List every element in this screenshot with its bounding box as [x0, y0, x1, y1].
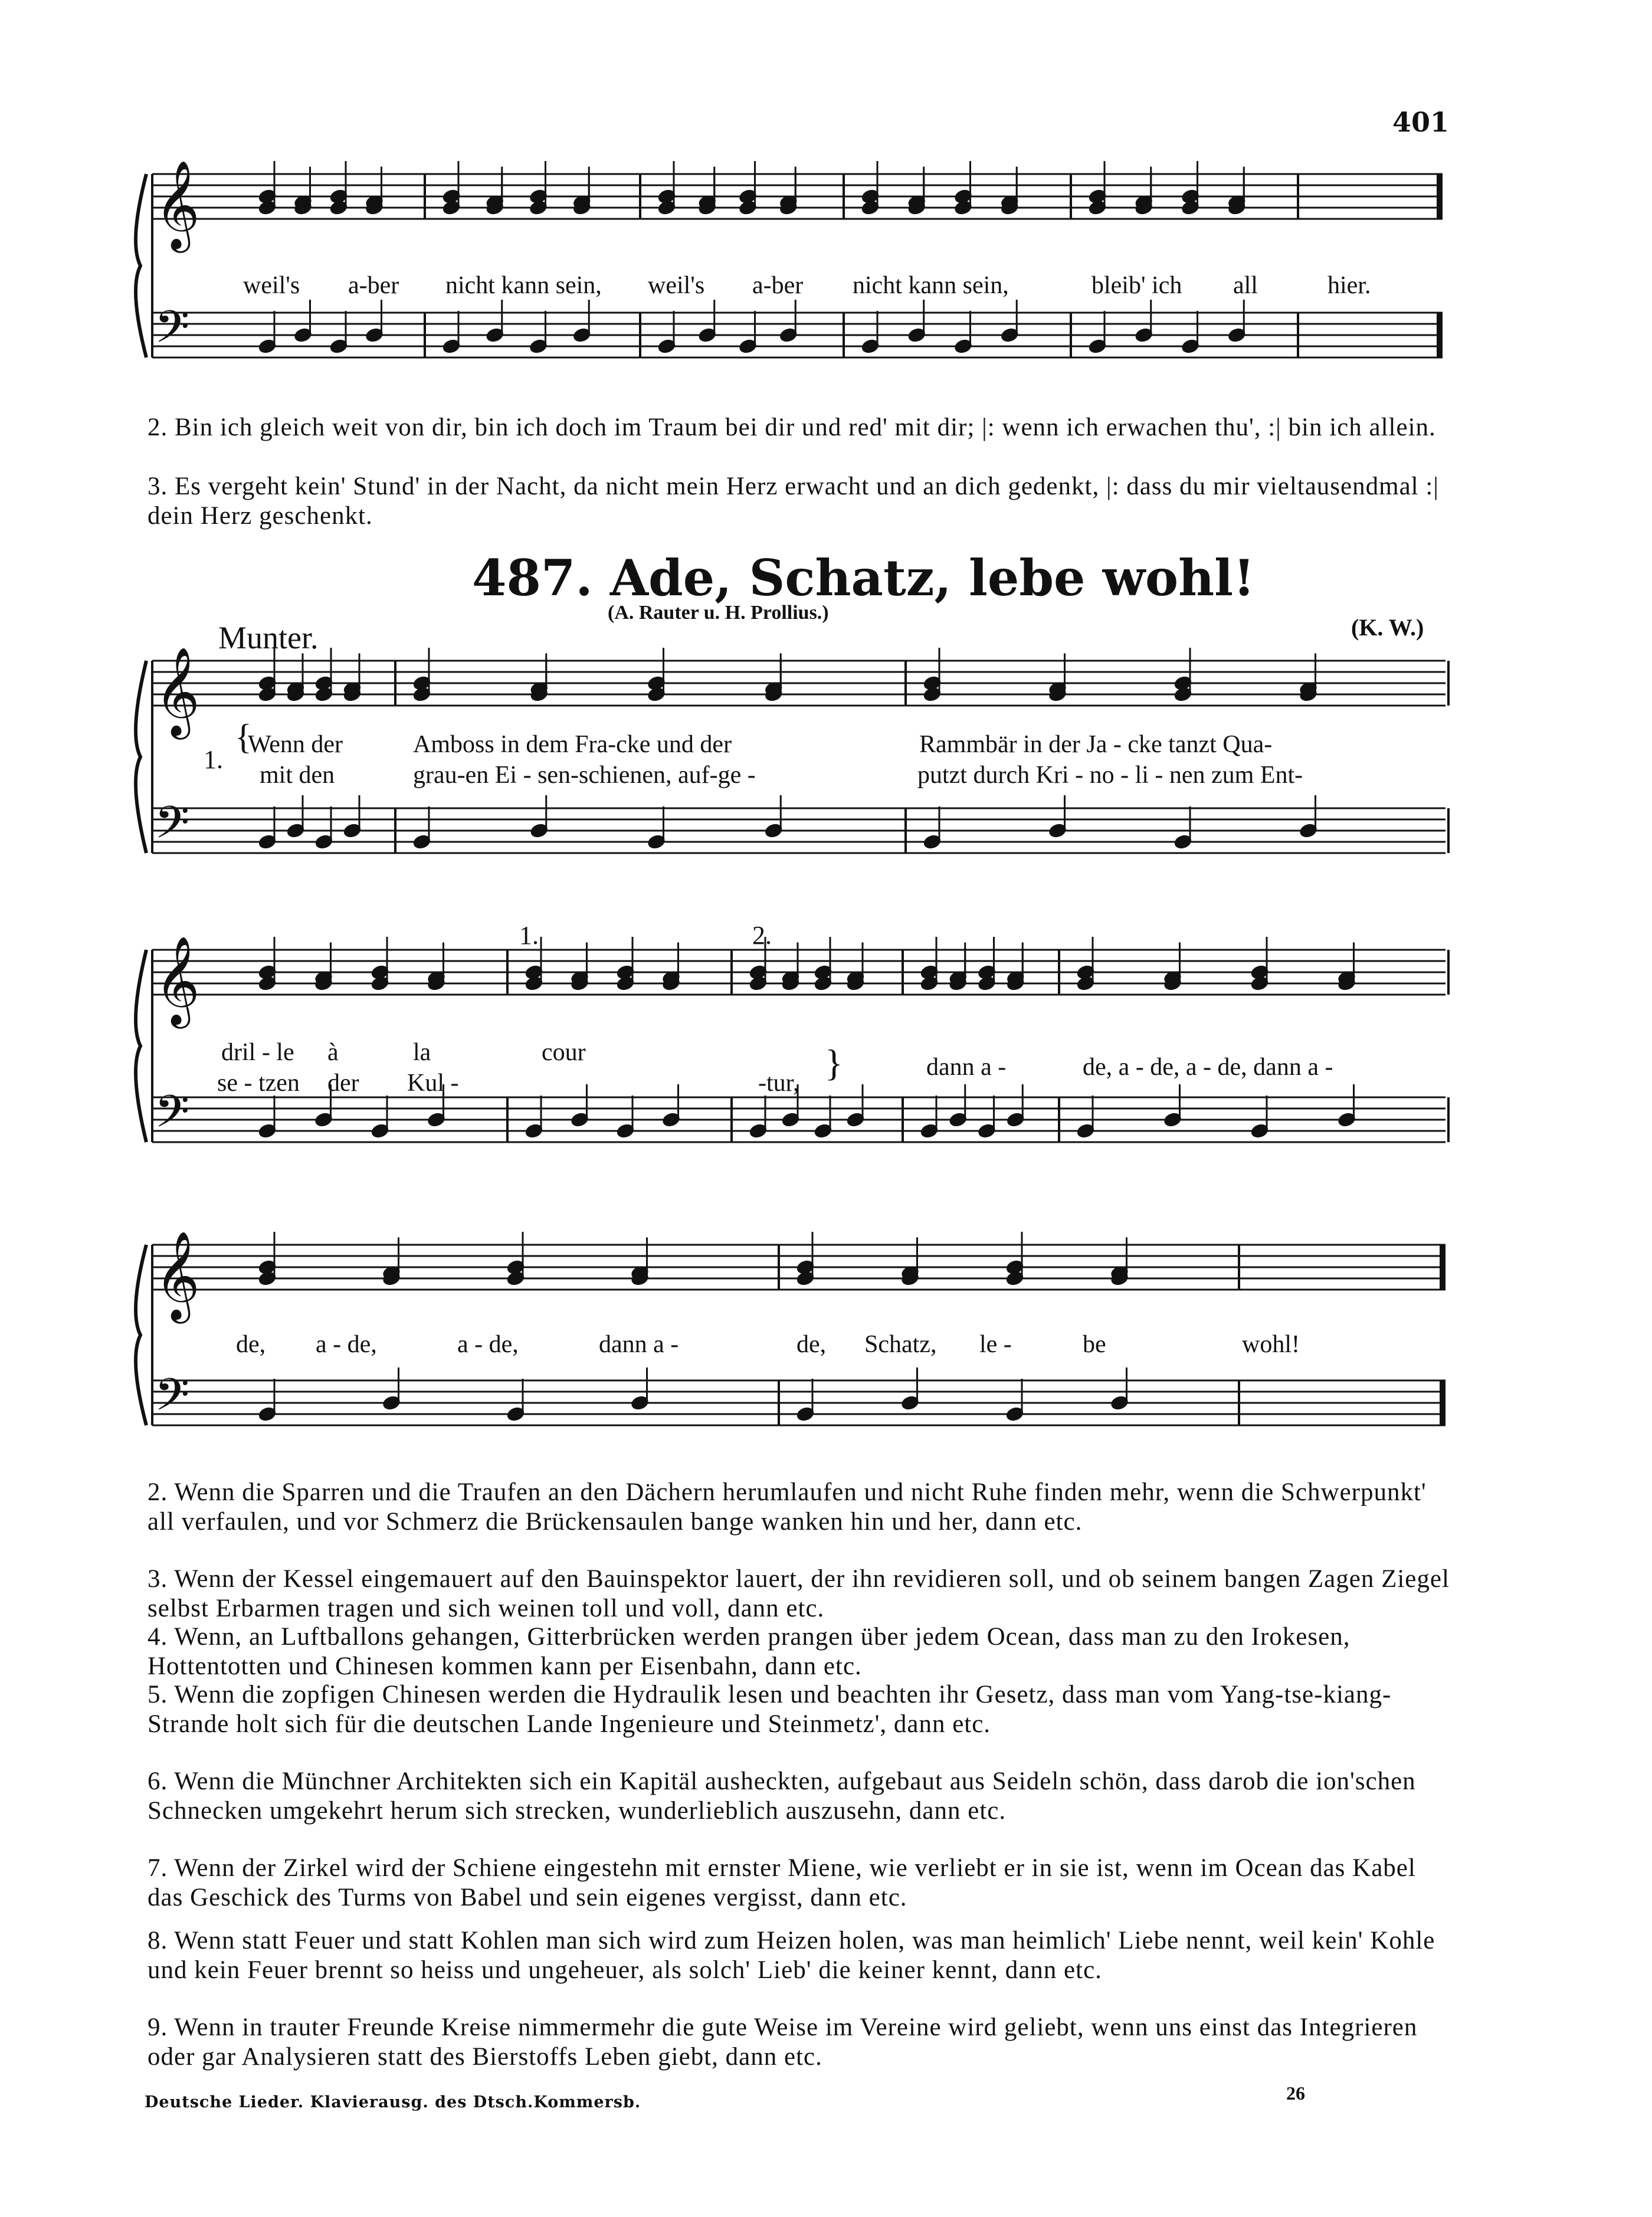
top-lyric-7: bleib' ich [1092, 272, 1182, 299]
stanza-number: 1. [204, 745, 223, 774]
s3-lyric-8: be [1083, 1331, 1106, 1358]
system-brace [136, 950, 146, 1142]
top-lyric-6: nicht kann sein, [853, 272, 1009, 299]
verse-8: 8. Wenn statt Feuer und statt Kohlen man sich wird zum Heizen holen, was man heimlich' Liebe nennt, weil kein' Kohle und kein Feuer brennt so heiss und ungeheuer, als solch' Lieb' die keiner kennt, dann etc. [148, 1927, 1435, 1984]
bass-clef: 𝄢 [155, 1085, 190, 1149]
tempo-marking: Munter. [218, 620, 319, 655]
s1-l2-a: mit den [260, 762, 335, 789]
s1-l1-a: Wenn der [248, 731, 343, 758]
top-lyric-1: weil's [243, 272, 300, 299]
bass-clef: 𝄢 [155, 301, 190, 364]
footer-note: Deutsche Lieder. Klavierausg. des Dtsch.Kommersb. [145, 2093, 641, 2111]
s2-l1-f: de, a - de, a - de, dann a - [1083, 1054, 1333, 1081]
brace-glyph: { [235, 717, 252, 756]
bass-clef: 𝄢 [155, 796, 190, 860]
song-source: (K. W.) [1351, 614, 1424, 641]
s1-l2-b: grau-en Ei - sen-schienen, auf-ge - [413, 762, 756, 789]
close-brace-glyph: } [825, 1042, 843, 1084]
song-credit: (A. Rauter u. H. Prollius.) [608, 602, 829, 624]
s1-l1-b: Amboss in dem Fra-cke und der [413, 731, 732, 758]
s3-lyric-1: de, [236, 1331, 266, 1358]
sheet-number: 26 [1286, 2082, 1305, 2104]
prev-verse-3: 3. Es vergeht kein' Stund' in der Nacht, da nicht mein Herz erwacht und an dich gedenkt, |: dass du mir vieltausendmal :| dein Herz geschenkt. [148, 473, 1439, 530]
s3-lyric-6: Schatz, [864, 1331, 937, 1358]
top-lyric-4: weil's [648, 272, 705, 299]
prev-verse-2: 2. Bin ich gleich weit von dir, bin ich doch im Traum bei dir und red' mit dir; |: wenn ich erwachen thu', :| bin ich allein. [148, 414, 1436, 441]
s2-l1-c: la [413, 1039, 431, 1066]
final-barline [1437, 174, 1443, 219]
verse-7: 7. Wenn der Zirkel wird der Schiene eingestehn mit ernster Miene, wie verliebt er in sie ist, wenn im Ocean das Kabel das Geschick des Turms von Babel und sein eigenes vergisst, dann etc. [148, 1854, 1416, 1911]
s3-lyric-7: le - [979, 1331, 1012, 1358]
verse-2: 2. Wenn die Sparren und die Traufen an den Dächern herumlaufen und nicht Ruhe finden mehr, wenn die Schwerpunkt' all verfaulen, und vor Schmerz die Brückensaulen bange wanken hin und her, dann etc. [148, 1478, 1427, 1536]
s1-l1-c: Rammbär in der Ja - cke tanzt Qua- [919, 731, 1273, 758]
song-title: 487. Ade, Schatz, lebe wohl! [472, 549, 1255, 607]
system-brace [136, 1245, 146, 1425]
final-barline [1440, 1245, 1446, 1290]
system-brace [136, 174, 146, 358]
s3-lyric-5: de, [796, 1331, 827, 1358]
top-lyric-5: a-ber [752, 272, 804, 299]
final-barline [1437, 313, 1443, 358]
volta-2-label: 2. [752, 921, 772, 950]
s2-l2-d: -tur, [758, 1070, 799, 1097]
system-brace [136, 661, 146, 853]
final-barline [1440, 1380, 1446, 1425]
s3-lyric-2: a - de, [316, 1331, 377, 1358]
top-lyric-9: hier. [1328, 272, 1371, 299]
verse-5: 5. Wenn die zopfigen Chinesen werden die Hydraulik lesen und beachten ihr Gesetz, dass man vom Yang-tse-kiang-Strande holt sich für die deutschen Lande Ingenieure und Steinmetz', dann etc. [148, 1681, 1392, 1738]
bass-clef: 𝄢 [155, 1369, 190, 1432]
volta-1-label: 1. [519, 921, 539, 950]
s2-l2-c: Kul - [407, 1070, 459, 1097]
s3-lyric-4: dann a - [599, 1331, 679, 1358]
treble-clef: 𝄞 [155, 935, 200, 1025]
verse-4: 4. Wenn, an Luftballons gehangen, Gitterbrücken werden prangen über jedem Ocean, dass man zu den Irokesen, Hottentotten und Chinesen kommen kann per Eisenbahn, dann etc. [148, 1623, 1351, 1680]
top-lyric-2: a-ber [348, 272, 399, 299]
verse-3: 3. Wenn der Kessel eingemauert auf den Bauinspektor lauert, der ihn revidieren soll, und ob seinem bangen Zagen Ziegel selbst Erbarmen tragen und sich weinen toll und voll, dann etc. [148, 1565, 1450, 1622]
treble-clef: 𝄞 [155, 159, 200, 249]
s2-l1-e: dann a - [926, 1054, 1007, 1081]
treble-clef: 𝄞 [155, 646, 200, 736]
s2-l1-a: dril - le [221, 1039, 294, 1066]
verse-6: 6. Wenn die Münchner Architekten sich ein Kapitäl ausheckten, aufgebaut aus Seideln schön, dass darob die ion'schen Schnecken umgekehrt herum sich strecken, wunderlieblich auszusehn, dann etc. [148, 1767, 1416, 1825]
s1-l2-c: putzt durch Kri - no - li - nen zum Ent- [917, 762, 1303, 789]
s2-l2-a: se - tzen [217, 1070, 300, 1097]
top-lyric-3: nicht kann sein, [445, 272, 602, 299]
top-lyric-8: all [1233, 272, 1258, 299]
s2-l1-b: à [327, 1039, 339, 1066]
page-number: 401 [1392, 106, 1450, 138]
s3-lyric-9: wohl! [1242, 1331, 1300, 1358]
verse-9: 9. Wenn in trauter Freunde Kreise nimmermehr die gute Weise im Vereine wird geliebt, wenn uns einst das Integrieren oder gar Analysieren statt des Bierstoffs Leben giebt, dann etc. [148, 2013, 1418, 2071]
s3-lyric-3: a - de, [457, 1331, 519, 1358]
s2-l1-d: cour [542, 1039, 586, 1066]
s2-l2-b: der [327, 1070, 359, 1097]
treble-clef: 𝄞 [155, 1230, 200, 1320]
